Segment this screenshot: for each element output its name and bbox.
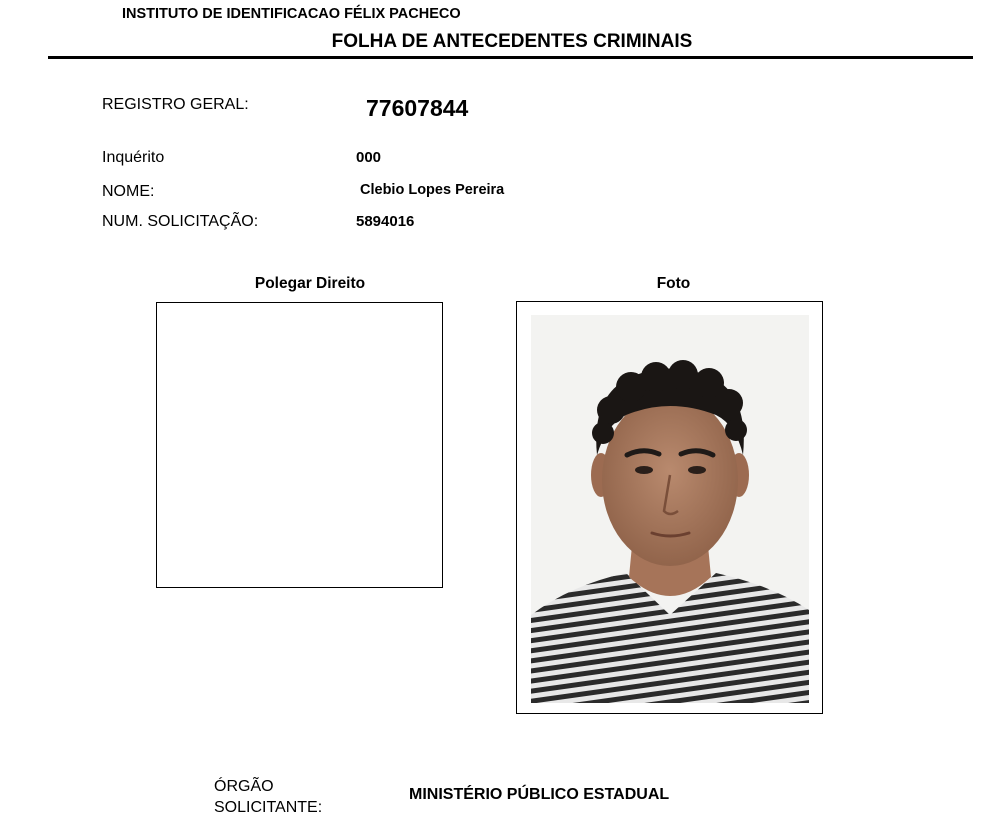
document-title: FOLHA DE ANTECEDENTES CRIMINAIS xyxy=(331,31,693,52)
registro-geral-value: 77607844 xyxy=(366,95,469,121)
header-divider xyxy=(48,56,973,59)
inquerito-label: Inquérito xyxy=(102,149,165,166)
photo-caption: Foto xyxy=(656,275,691,292)
registro-geral-label: REGISTRO GERAL: xyxy=(102,96,249,113)
thumbprint-caption: Polegar Direito xyxy=(254,275,366,292)
orgao-solicitante-value: MINISTÉRIO PÚBLICO ESTADUAL xyxy=(409,786,670,803)
nome-value: Clebio Lopes Pereira xyxy=(360,182,505,198)
orgao-solicitante-label xyxy=(214,776,344,818)
institute-name: INSTITUTO DE IDENTIFICACAO FÉLIX PACHECO xyxy=(122,6,461,22)
portrait-photo-icon xyxy=(531,315,809,703)
nome-label: NOME: xyxy=(102,183,155,200)
photo-frame xyxy=(516,301,823,714)
thumbprint-box xyxy=(156,302,443,588)
orgao-label-line2: SOLICITANTE: xyxy=(214,799,323,816)
num-solicitacao-value: 5894016 xyxy=(356,213,415,230)
inquerito-value: 000 xyxy=(356,149,382,166)
num-solicitacao-label: NUM. SOLICITAÇÃO: xyxy=(102,213,259,230)
orgao-label-line1: ÓRGÃO xyxy=(214,778,274,795)
